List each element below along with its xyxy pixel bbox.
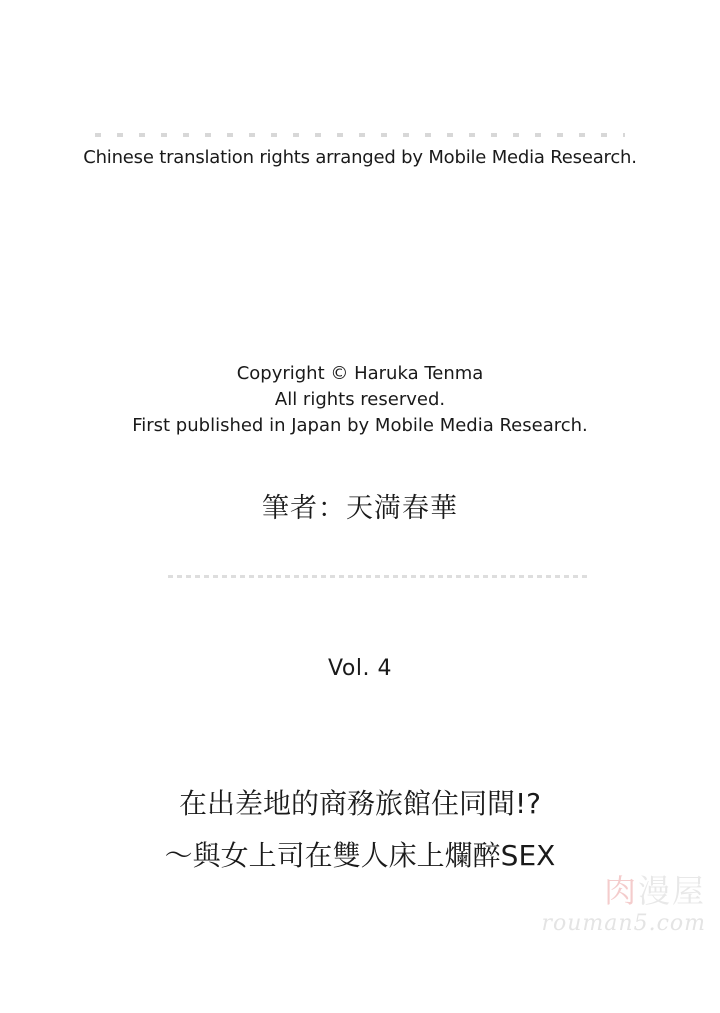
copyright-line: Copyright © Haruka Tenma [236, 363, 484, 384]
rights-reserved-line: All rights reserved. [274, 389, 446, 410]
chapter-title [0, 778, 720, 882]
volume-number: Vol. 4 [328, 656, 392, 681]
first-published-line: First published in Japan by Mobile Media Research. [132, 415, 588, 436]
watermark-brand-rest: 漫屋 [637, 872, 706, 910]
watermark-url: rouman5.com [541, 911, 706, 936]
chapter-title-line-1: 在出差地的商務旅館住同間!? [178, 787, 542, 820]
site-watermark [506, 872, 706, 942]
watermark-brand [506, 872, 706, 910]
faint-dotted-separator [168, 575, 588, 578]
author-credit: 筆者：天満春華 [262, 493, 458, 524]
translation-rights-notice: Chinese translation rights arranged by Mobile Media Research. [83, 147, 637, 168]
chapter-title-line-2: ～與女上司在雙人床上爛醉SEX [164, 839, 556, 872]
copyright-block [0, 361, 720, 439]
watermark-brand-highlight: 肉 [603, 872, 638, 910]
cut-off-text-line [95, 133, 625, 137]
